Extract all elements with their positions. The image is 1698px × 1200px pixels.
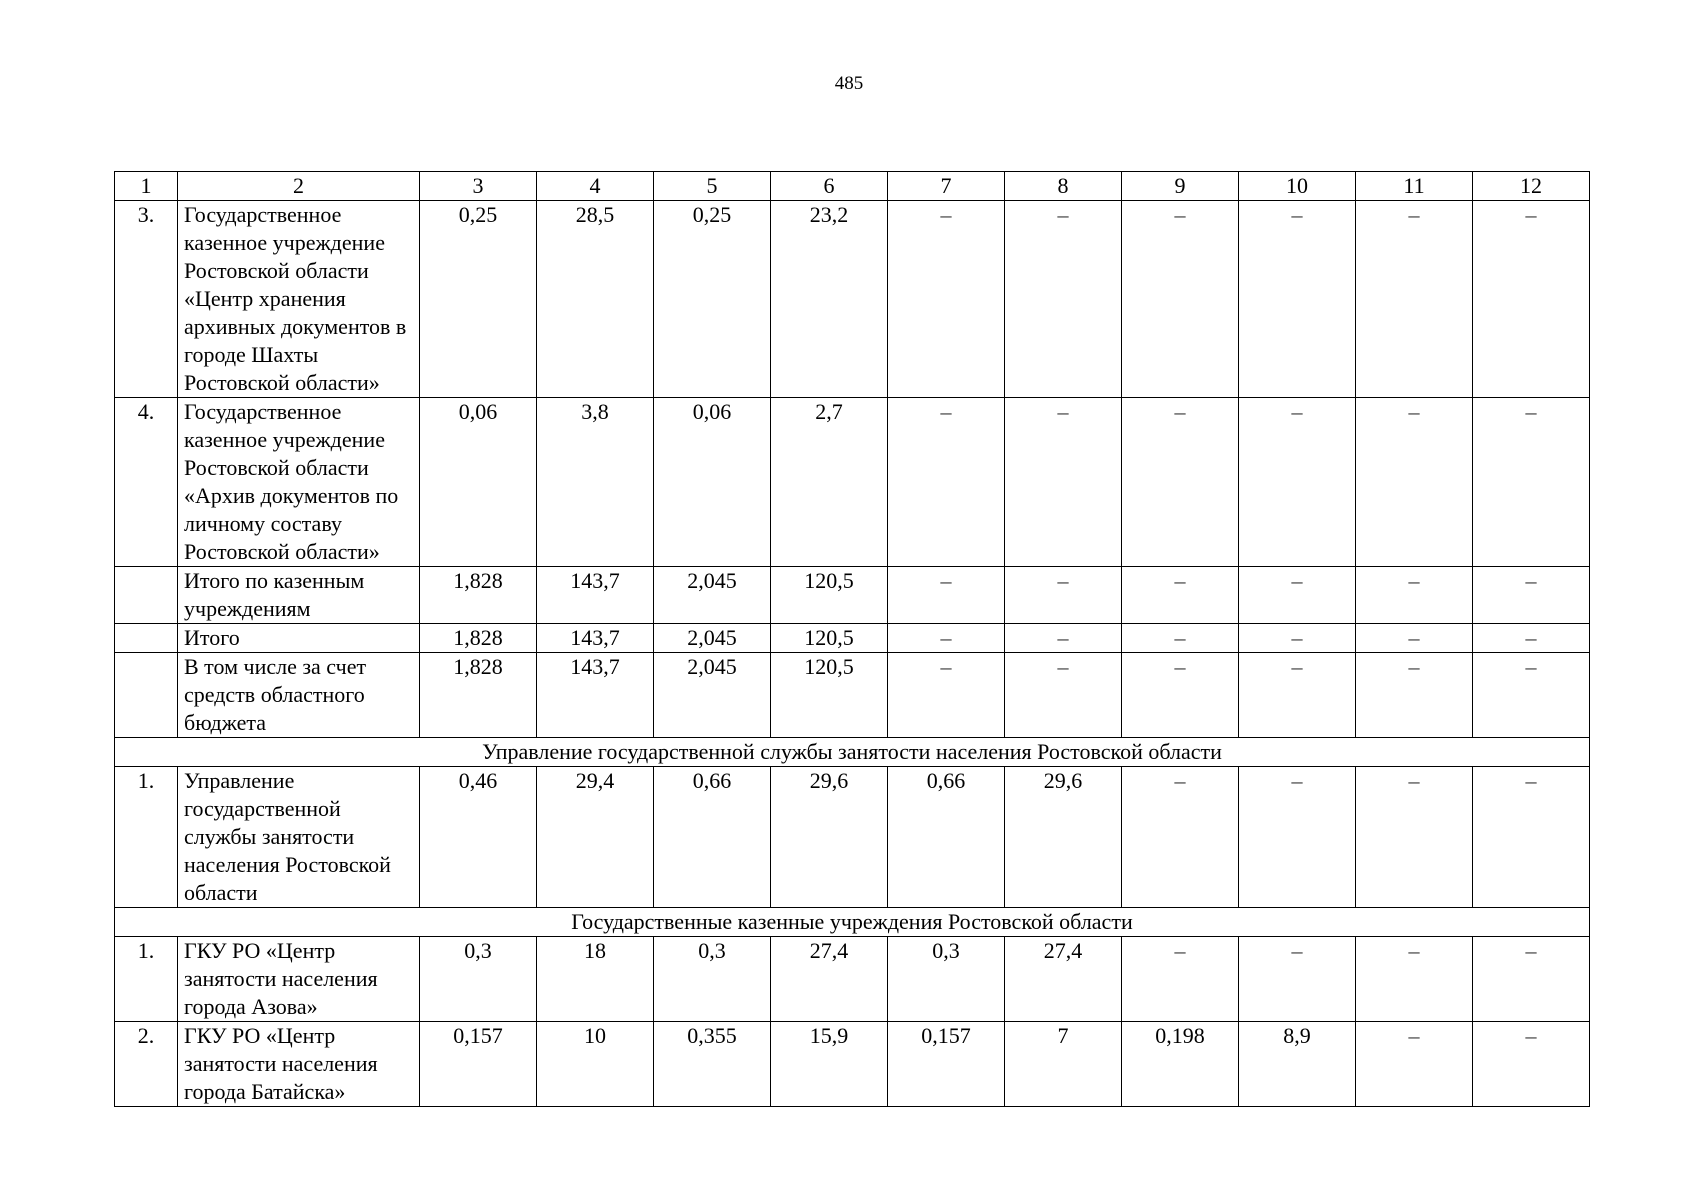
value-cell: – [888, 653, 1005, 738]
value-cell: 2,045 [654, 653, 771, 738]
value-cell: 0,157 [420, 1022, 537, 1107]
value-cell: 0,66 [654, 767, 771, 908]
value-cell: 29,6 [771, 767, 888, 908]
table-row [115, 1022, 1590, 1107]
value-cell: 143,7 [537, 567, 654, 624]
value-cell: 143,7 [537, 624, 654, 653]
value-cell: 3,8 [537, 398, 654, 567]
table-row [115, 567, 1590, 624]
value-cell: – [1356, 653, 1473, 738]
table-row [115, 937, 1590, 1022]
value-cell: 27,4 [1005, 937, 1122, 1022]
value-cell: – [888, 567, 1005, 624]
value-cell: 10 [537, 1022, 654, 1107]
value-cell: – [1122, 624, 1239, 653]
value-cell: 1,828 [420, 624, 537, 653]
table-row [115, 398, 1590, 567]
column-number: 12 [1473, 172, 1590, 201]
section-header-row [115, 908, 1590, 937]
value-cell: – [1122, 567, 1239, 624]
row-number: 4. [115, 398, 178, 567]
column-number: 9 [1122, 172, 1239, 201]
value-cell: – [1005, 201, 1122, 398]
column-number-row [115, 172, 1590, 201]
value-cell: 143,7 [537, 653, 654, 738]
row-number: 3. [115, 201, 178, 398]
value-cell: – [1356, 201, 1473, 398]
value-cell: – [1122, 201, 1239, 398]
value-cell: – [1473, 624, 1590, 653]
column-number: 8 [1005, 172, 1122, 201]
value-cell: – [1122, 398, 1239, 567]
value-cell: – [1356, 398, 1473, 567]
value-cell: 23,2 [771, 201, 888, 398]
value-cell: – [1005, 567, 1122, 624]
value-cell: 120,5 [771, 567, 888, 624]
table-row [115, 624, 1590, 653]
value-cell: – [1122, 653, 1239, 738]
value-cell: – [1473, 567, 1590, 624]
value-cell: – [1239, 624, 1356, 653]
section-title: Государственные казенные учреждения Ростовской области [115, 908, 1590, 937]
value-cell: – [1122, 767, 1239, 908]
institution-name: Управление государственной службы занятости населения Ростовской области [178, 767, 420, 908]
column-number: 10 [1239, 172, 1356, 201]
value-cell: – [1473, 653, 1590, 738]
value-cell: – [1473, 1022, 1590, 1107]
value-cell: – [1239, 767, 1356, 908]
column-number: 5 [654, 172, 771, 201]
row-number: 2. [115, 1022, 178, 1107]
value-cell: – [888, 624, 1005, 653]
value-cell: 27,4 [771, 937, 888, 1022]
value-cell: 120,5 [771, 624, 888, 653]
column-number: 7 [888, 172, 1005, 201]
value-cell: – [1356, 937, 1473, 1022]
institution-name: Итого по казенным учреждениям [178, 567, 420, 624]
value-cell: 0,355 [654, 1022, 771, 1107]
column-number: 4 [537, 172, 654, 201]
value-cell: – [1473, 937, 1590, 1022]
value-cell: 29,6 [1005, 767, 1122, 908]
value-cell: – [1239, 567, 1356, 624]
value-cell: 0,3 [420, 937, 537, 1022]
value-cell: 0,25 [654, 201, 771, 398]
value-cell: 0,3 [654, 937, 771, 1022]
table-row [115, 767, 1590, 908]
value-cell: 0,3 [888, 937, 1005, 1022]
value-cell: – [1473, 201, 1590, 398]
value-cell: – [1239, 398, 1356, 567]
column-number: 1 [115, 172, 178, 201]
institution-name: Государственное казенное учреждение Ростовской области «Архив документов по личному составу Ростовской области» [178, 398, 420, 567]
value-cell: 2,045 [654, 567, 771, 624]
value-cell: 0,46 [420, 767, 537, 908]
column-number: 6 [771, 172, 888, 201]
value-cell: – [1239, 653, 1356, 738]
value-cell: 0,25 [420, 201, 537, 398]
row-number [115, 567, 178, 624]
value-cell: 28,5 [537, 201, 654, 398]
row-number [115, 624, 178, 653]
value-cell: – [1005, 653, 1122, 738]
value-cell: 2,045 [654, 624, 771, 653]
value-cell: 0,06 [420, 398, 537, 567]
value-cell: 29,4 [537, 767, 654, 908]
value-cell: 1,828 [420, 567, 537, 624]
value-cell: – [1239, 201, 1356, 398]
value-cell: 0,06 [654, 398, 771, 567]
table-row [115, 201, 1590, 398]
table-row [115, 653, 1590, 738]
value-cell: – [888, 201, 1005, 398]
value-cell: 1,828 [420, 653, 537, 738]
value-cell: 15,9 [771, 1022, 888, 1107]
value-cell: – [1473, 398, 1590, 567]
value-cell: 120,5 [771, 653, 888, 738]
column-number: 2 [178, 172, 420, 201]
institution-name: Итого [178, 624, 420, 653]
value-cell: – [1473, 767, 1590, 908]
column-number: 11 [1356, 172, 1473, 201]
row-number [115, 653, 178, 738]
value-cell: 7 [1005, 1022, 1122, 1107]
value-cell: 2,7 [771, 398, 888, 567]
value-cell: – [1356, 567, 1473, 624]
value-cell: 0,198 [1122, 1022, 1239, 1107]
institution-name: Государственное казенное учреждение Ростовской области «Центр хранения архивных документов в городе Шахты Ростовской области» [178, 201, 420, 398]
section-title: Управление государственной службы занятости населения Ростовской области [115, 738, 1590, 767]
section-header-row [115, 738, 1590, 767]
value-cell: 0,66 [888, 767, 1005, 908]
value-cell: – [888, 398, 1005, 567]
data-table [114, 171, 1590, 1107]
page-number: 485 [834, 73, 864, 94]
institution-name: ГКУ РО «Центр занятости населения города Батайска» [178, 1022, 420, 1107]
institution-name: В том числе за счет средств областного бюджета [178, 653, 420, 738]
value-cell: 8,9 [1239, 1022, 1356, 1107]
value-cell: – [1356, 1022, 1473, 1107]
value-cell: – [1005, 624, 1122, 653]
row-number: 1. [115, 767, 178, 908]
value-cell: – [1356, 624, 1473, 653]
value-cell: – [1356, 767, 1473, 908]
value-cell: – [1005, 398, 1122, 567]
row-number: 1. [115, 937, 178, 1022]
value-cell: 0,157 [888, 1022, 1005, 1107]
value-cell: – [1122, 937, 1239, 1022]
institution-name: ГКУ РО «Центр занятости населения города Азова» [178, 937, 420, 1022]
value-cell: – [1239, 937, 1356, 1022]
column-number: 3 [420, 172, 537, 201]
value-cell: 18 [537, 937, 654, 1022]
